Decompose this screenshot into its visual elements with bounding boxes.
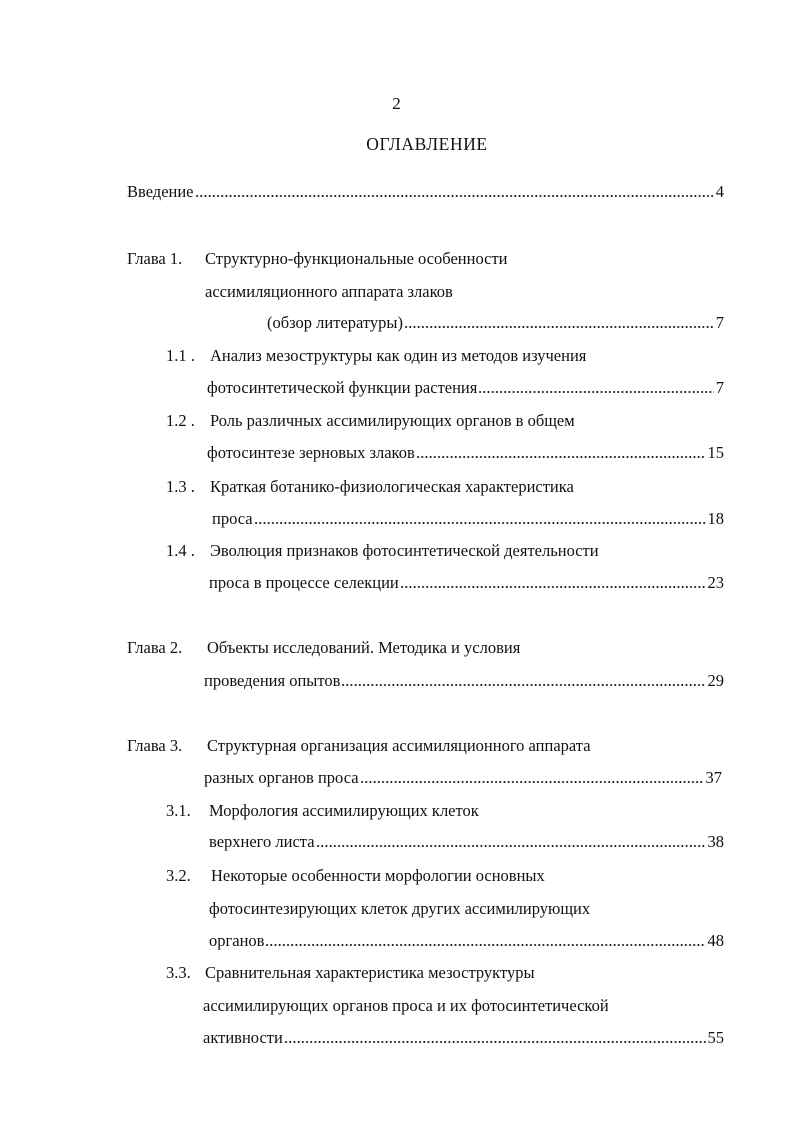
toc-entry-chapter-3[interactable]	[204, 768, 722, 788]
toc-entry-page: 18	[707, 509, 724, 528]
chapter-1-title-line1: Структурно-функциональные особенности	[205, 249, 508, 268]
toc-entry-section-3-3[interactable]	[203, 1028, 724, 1048]
dot-leader	[341, 683, 705, 687]
toc-entry-label: Введение	[127, 182, 194, 201]
chapter-3-title-line1: Структурная организация ассимиляционного аппарата	[207, 736, 591, 755]
page-number: 2	[392, 94, 401, 113]
toc-entry-label: активности	[203, 1028, 283, 1047]
toc-entry-page: 37	[705, 768, 722, 787]
toc-entry-label: фотосинтетической функции растения	[207, 378, 478, 397]
toc-entry-page: 7	[715, 378, 724, 397]
dot-leader	[265, 943, 705, 947]
toc-entry-page: 15	[707, 443, 724, 462]
section-3-3-title-line2: ассимилирующих органов проса и их фотосинтетической	[203, 996, 609, 1015]
toc-entry-section-1-1[interactable]	[207, 378, 724, 398]
toc-entry-section-1-4[interactable]	[209, 573, 724, 593]
toc-entry-label: фотосинтезе зерновых злаков	[207, 443, 415, 462]
section-3-1-number: 3.1.	[166, 801, 191, 820]
chapter-2-number: Глава 2.	[127, 638, 183, 657]
dot-leader	[254, 521, 706, 525]
toc-entry-page: 55	[707, 1028, 724, 1047]
section-1-4-number: 1.4 .	[166, 541, 195, 560]
toc-entry-label: проса в процессе селекции	[209, 573, 399, 592]
section-1-1-number: 1.1 .	[166, 346, 195, 365]
toc-entry-page: 7	[715, 313, 724, 332]
section-3-3-title-line1: Сравнительная характеристика мезоструктуры	[205, 963, 535, 982]
section-3-1-title-line1: Морфология ассимилирующих клеток	[209, 801, 479, 820]
toc-entry-intro[interactable]	[127, 182, 724, 202]
toc-entry-label: проведения опытов	[204, 671, 341, 690]
dot-leader	[284, 1040, 706, 1044]
dot-leader	[316, 844, 706, 848]
dot-leader	[416, 455, 706, 459]
page-title: ОГЛАВЛЕНИЕ	[366, 134, 488, 154]
toc-entry-page: 38	[707, 832, 724, 851]
dot-leader	[404, 325, 714, 329]
toc-entry-page: 4	[715, 182, 724, 201]
chapter-1-title-line2: ассимиляционного аппарата злаков	[205, 282, 453, 301]
toc-entry-chapter-2[interactable]	[204, 671, 724, 691]
toc-entry-section-1-2[interactable]	[207, 443, 724, 463]
dot-leader	[400, 585, 706, 589]
section-1-2-number: 1.2 .	[166, 411, 195, 430]
section-1-2-title-line1: Роль различных ассимилирующих органов в общем	[210, 411, 575, 430]
toc-entry-label: проса	[212, 509, 253, 528]
chapter-1-number: Глава 1.	[127, 249, 183, 268]
dot-leader	[478, 390, 713, 394]
chapter-3-number: Глава 3.	[127, 736, 183, 755]
toc-entry-section-3-2[interactable]	[209, 931, 724, 951]
section-1-3-title-line1: Краткая ботанико-физиологическая характеристика	[210, 477, 574, 496]
section-3-3-number: 3.3.	[166, 963, 191, 982]
chapter-2-title-line1: Объекты исследований. Методика и условия	[207, 638, 521, 657]
section-1-4-title-line1: Эволюция признаков фотосинтетической деятельности	[210, 541, 599, 560]
section-3-2-title-line1: Некоторые особенности морфологии основных	[211, 866, 545, 885]
toc-entry-section-1-3[interactable]	[212, 509, 724, 529]
dot-leader	[360, 780, 704, 784]
toc-entry-page: 48	[707, 931, 724, 950]
dot-leader	[195, 194, 714, 198]
toc-entry-page: 23	[707, 573, 724, 592]
toc-entry-section-3-1[interactable]	[209, 832, 724, 852]
toc-entry-label: (обзор литературы)	[267, 313, 404, 332]
toc-entry-chapter-1[interactable]	[267, 313, 724, 333]
toc-entry-label: разных органов проса	[204, 768, 359, 787]
toc-entry-label: верхнего листа	[209, 832, 315, 851]
toc-entry-page: 29	[707, 671, 724, 690]
section-1-3-number: 1.3 .	[166, 477, 195, 496]
toc-entry-label: органов	[209, 931, 265, 950]
section-1-1-title-line1: Анализ мезоструктуры как один из методов изучения	[210, 346, 587, 365]
section-3-2-number: 3.2.	[166, 866, 191, 885]
section-3-2-title-line2: фотосинтезирующих клеток других ассимилирующих	[209, 899, 591, 918]
